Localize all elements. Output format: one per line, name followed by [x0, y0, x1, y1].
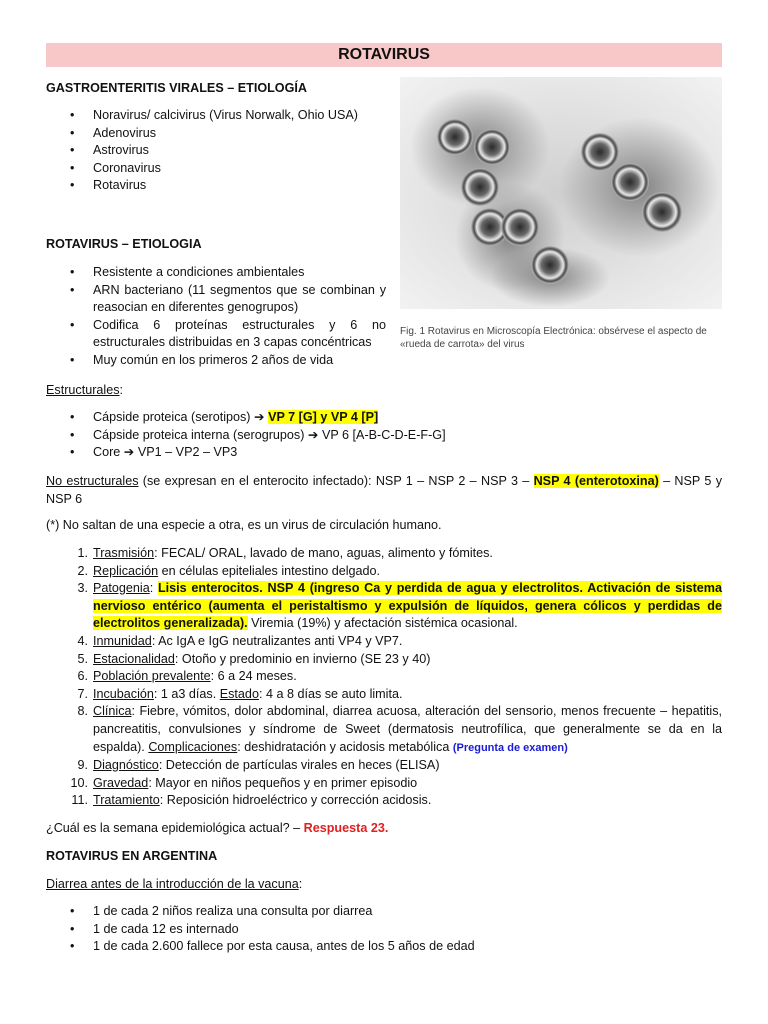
list-item: • Noravirus/ calcivirus (Virus Norwalk, Ohio USA): [46, 107, 376, 125]
list-item: [46, 651, 722, 669]
list-item: [46, 580, 722, 633]
subheading-line: [46, 876, 302, 894]
list-item: [46, 545, 722, 563]
item-text: : deshidratación y acidosis metabólica: [237, 739, 453, 754]
item-text: : FECAL/ ORAL, lavado de mano, aguas, alimento y fómites.: [154, 546, 493, 560]
item-label: Clínica: [93, 704, 132, 719]
item-number: 7.: [77, 686, 88, 701]
structural-label: Estructurales: [46, 383, 120, 397]
section-heading-gastroenteritis: GASTROENTERITIS VIRALES – ETIOLOGÍA: [46, 81, 307, 95]
structural-list: [46, 409, 722, 462]
item-text: : Detección de partículas virales en heces (ELISA): [158, 758, 440, 773]
exam-note: (Pregunta de examen): [452, 741, 568, 754]
answer-text: Respuesta 23.: [303, 821, 389, 835]
item-label: Replicación: [93, 563, 159, 578]
list-item: [46, 703, 722, 757]
list-item: • Resistente a condiciones ambientales: [46, 264, 386, 282]
arrow-icon: ➔: [123, 445, 135, 460]
label-suffix: :: [298, 877, 303, 891]
item-number: 6.: [77, 669, 88, 684]
list-item: [46, 409, 722, 427]
item-number: 5.: [77, 651, 88, 666]
item-number: 8.: [77, 704, 88, 719]
list-item: [46, 757, 722, 775]
structural-label-line: [46, 382, 123, 400]
item-text: VP 6 [A-B-C-D-E-F-G]: [318, 427, 446, 442]
list-item: • 1 de cada 2 niños realiza una consulta por diarrea: [46, 903, 722, 921]
question-text: ¿Cuál es la semana epidemiológica actual? –: [46, 821, 304, 835]
list-item: • ARN bacteriano (11 segmentos que se combinan y reasocian en diferentes genogrupos): [46, 282, 386, 317]
item-text: : 6 a 24 meses.: [210, 669, 297, 684]
item-label: Trasmisión: [93, 546, 155, 560]
item-text: : 4 a 8 días se auto limita.: [258, 686, 403, 701]
item-separator: :: [149, 581, 158, 596]
item-label: Estacionalidad: [93, 651, 175, 666]
nonstructural-paragraph: [46, 473, 722, 508]
item-label: Población prevalente: [93, 669, 211, 684]
item-text: VP1 – VP2 – VP3: [134, 445, 238, 460]
rotavirus-etiology-list: [46, 264, 386, 370]
list-item: [46, 686, 722, 704]
highlighted-text: NSP 4 (enterotoxina): [533, 474, 659, 488]
item-label: Diagnóstico: [93, 758, 159, 773]
item-text: Cápside proteica (serotipos): [93, 410, 254, 424]
item-number: 10.: [70, 775, 88, 790]
question-line: [46, 820, 388, 838]
item-text: : Fiebre, vómitos, dolor abdominal, diarrea acuosa, alteración del sensorio, menos frecuente – hepatitis, pancreatitis, convulsiones y síndrome de Sweet (dermatosis neutrofílica, que generalmente se da en la espalda).: [93, 704, 722, 754]
list-item: • Codifica 6 proteínas estructurales y 6 no estructurales distribuidas en 3 capas concéntricas: [46, 317, 386, 352]
list-item: [46, 792, 722, 810]
item-label: Estado: [219, 686, 259, 701]
item-label: Incubación: [93, 686, 154, 701]
item-number: 3.: [77, 581, 88, 596]
list-item: • Astrovirus: [46, 142, 376, 160]
label-suffix: :: [119, 383, 123, 397]
item-text: Viremia (19%) y afectación sistémica ocasional.: [247, 616, 518, 631]
item-text: : 1 a3 días.: [153, 686, 220, 701]
list-item: • 1 de cada 12 es internado: [46, 921, 722, 939]
list-item: [46, 444, 722, 462]
item-label: Tratamiento: [93, 793, 160, 808]
list-item: [46, 563, 722, 581]
numbered-list: [46, 545, 722, 810]
item-text: : Otoño y predominio en invierno (SE 23 y 40): [174, 651, 431, 666]
list-item: [46, 668, 722, 686]
item-label: Patogenia: [93, 581, 150, 596]
item-number: 9.: [77, 758, 88, 773]
highlighted-text: VP 7 [G] y VP 4 [P]: [268, 410, 379, 424]
section-heading-argentina: ROTAVIRUS EN ARGENTINA: [46, 849, 218, 863]
item-text: : Mayor en niños pequeños y en primer episodio: [148, 775, 418, 790]
note-paragraph: (*) No saltan de una especie a otra, es un virus de circulación humano.: [46, 518, 442, 532]
subheading: Diarrea antes de la introducción de la vacuna: [46, 877, 299, 891]
paragraph-text: (se expresan en el enterocito infectado): NSP 1 – NSP 2 – NSP 3 –: [138, 474, 534, 488]
paragraph-text: – NSP 5 y NSP 6: [46, 474, 723, 506]
highlighted-text: Lisis enterocitos. NSP 4 (ingreso Ca y perdida de agua y electrolitos. Activación de sistema nervioso entérico (aumenta el peristaltismo y expulsión de líquidos, genera cólicos y perdidas de electrolitos generalizada).: [93, 581, 722, 631]
list-item: [46, 427, 722, 445]
list-item: • Adenovirus: [46, 125, 376, 143]
item-text: Cápside proteica interna (serogrupos): [93, 427, 308, 442]
item-number: 2.: [77, 563, 88, 578]
electron-microscopy-figure: [396, 77, 726, 357]
arrow-icon: ➔: [254, 410, 265, 424]
rotavirus-micrograph-image: [400, 77, 722, 309]
item-number: 1.: [77, 546, 88, 560]
list-item: • Rotavirus: [46, 177, 376, 195]
nonstructural-label: No estructurales: [46, 474, 139, 488]
item-text: en células epiteliales intestino delgado.: [158, 563, 381, 578]
page-title: ROTAVIRUS: [46, 43, 722, 67]
list-item: [46, 775, 722, 793]
list-item: • Coronavirus: [46, 160, 376, 178]
section-heading-rotavirus-etiologia: ROTAVIRUS – ETIOLOGIA: [46, 237, 202, 251]
figure-caption: Fig. 1 Rotavirus en Microscopía Electrónica: obsérvese el aspecto de «rueda de carrota» del virus: [400, 326, 707, 350]
list-item: [46, 633, 722, 651]
arrow-icon: ➔: [307, 427, 319, 442]
list-item: • 1 de cada 2.600 fallece por esta causa, antes de los 5 años de edad: [46, 938, 722, 956]
item-number: 4.: [77, 633, 88, 648]
item-text: Core: [93, 445, 124, 460]
etiology-list: [46, 107, 376, 195]
argentina-list: [46, 903, 722, 956]
item-label: Gravedad: [93, 775, 149, 790]
item-label: Complicaciones: [148, 739, 238, 754]
list-item: • Muy común en los primeros 2 años de vida: [46, 352, 386, 370]
item-text: : Ac IgA e IgG neutralizantes anti VP4 y VP7.: [151, 633, 403, 648]
item-label: Inmunidad: [93, 633, 152, 648]
item-number: 11.: [71, 793, 88, 808]
item-text: : Reposición hidroeléctrico y corrección acidosis.: [159, 793, 432, 808]
